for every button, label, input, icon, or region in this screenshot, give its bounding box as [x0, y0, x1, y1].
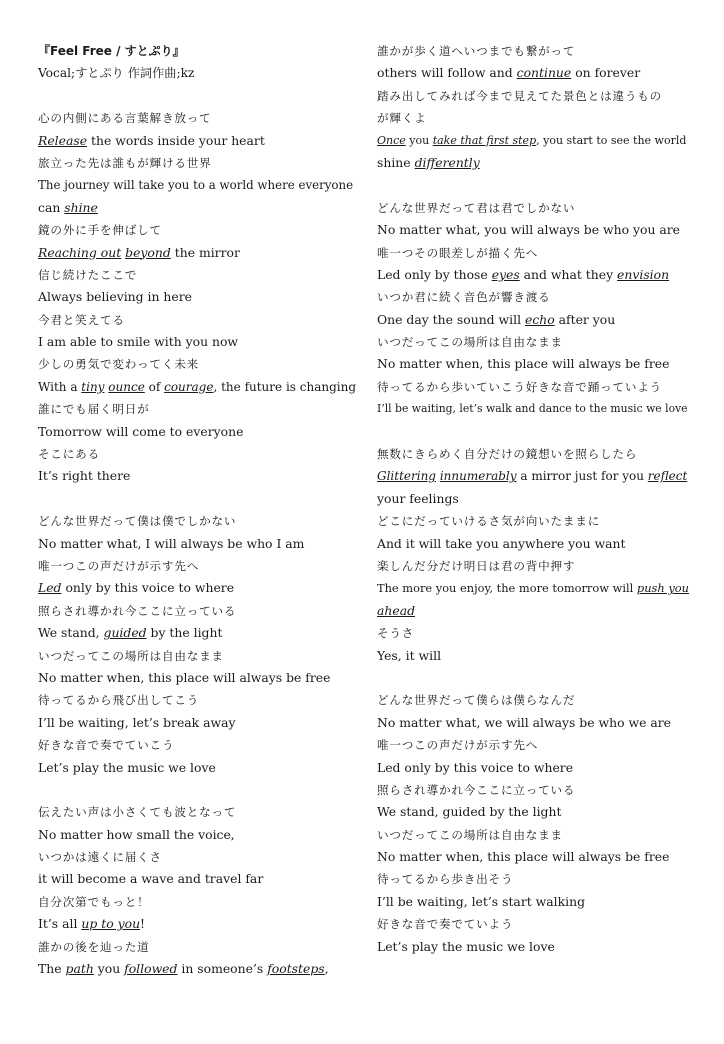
lyric-en: No matter when, this place will always be free: [377, 849, 670, 865]
lyric-en: Glittering innumerably a mirror just for you reflect: [377, 469, 688, 484]
lyric-en: One day the sound will echo after you: [377, 311, 616, 327]
lyric-jp: 待ってるから歩き出そう: [377, 872, 514, 887]
underlined-word: envision: [617, 266, 670, 282]
underlined-word: followed: [124, 961, 178, 977]
underlined-word: innumerably: [439, 469, 517, 484]
lyric-en: Once you take that first step, you start to see the world: [377, 133, 687, 147]
lyric-jp: 誰かが歩く道へいつまでも繋がって: [377, 44, 576, 58]
underlined-word: push you: [636, 581, 689, 596]
stanza-gap: [38, 488, 358, 510]
underlined-word: path: [65, 961, 94, 977]
underlined-word: footsteps: [267, 961, 325, 977]
stanza-gap: [377, 174, 691, 196]
underlined-word: continue: [516, 65, 572, 81]
lyric-en: The journey will take you to a world where everyone: [38, 178, 354, 193]
lyric-en: it will become a wave and travel far: [38, 871, 264, 887]
lyric-jp: いつかは遠くに届くさ: [38, 850, 162, 865]
lyric-en: your feelings: [377, 490, 459, 506]
lyric-en: I am able to smile with you now: [38, 334, 239, 350]
underlined-word: ahead: [377, 602, 416, 618]
lyric-jp: いつだってこの場所は自由なまま: [38, 648, 224, 663]
lyric-en: Led only by those eyes and what they envision: [377, 266, 670, 282]
lyric-jp: 自分次第でもっと！: [38, 894, 150, 909]
right-column: [377, 40, 691, 958]
lyric-en: others will follow and continue on forever: [377, 65, 641, 81]
lyric-jp: 好きな音で奏でていよう: [377, 917, 514, 932]
underlined-word: reflect: [647, 469, 688, 484]
lyric-en: With a tiny ounce of courage, the future is changing: [38, 379, 357, 394]
underlined-word: differently: [414, 154, 480, 170]
lyric-en: No matter how small the voice,: [38, 826, 235, 842]
lyric-jp: いつだってこの場所は自由なまま: [377, 335, 563, 350]
lyric-en: No matter what, I will always be who I am: [38, 535, 305, 551]
lyric-en: No matter when, this place will always be free: [377, 356, 670, 372]
stanza-gap: [38, 779, 358, 801]
underlined-word: beyond: [125, 244, 171, 260]
lyric-jp: いつか君に続く音色が響き渡る: [377, 290, 551, 305]
stanza-gap: [38, 85, 358, 107]
lyric-jp: 今君と笑えてる: [38, 312, 125, 327]
lyric-jp: 照らされ導かれ今ここに立っている: [377, 782, 576, 797]
lyric-en: The more you enjoy, the more tomorrow will push you: [377, 581, 689, 596]
lyric-en: It’s right there: [38, 468, 131, 484]
lyric-jp: 照らされ導かれ今ここに立っている: [38, 603, 237, 618]
lyric-jp: どこにだっていけるさ気が向いたままに: [377, 514, 601, 529]
underlined-word: Release: [38, 132, 88, 148]
lyric-en: I’ll be waiting, let’s walk and dance to the music we love: [377, 402, 688, 416]
underlined-word: ounce: [108, 379, 145, 394]
lyric-en: Yes, it will: [377, 647, 442, 663]
lyric-en: can shine: [38, 199, 98, 215]
lyric-jp: 鏡の外に手を伸ばして: [38, 223, 162, 238]
lyric-jp: 信じ続けたここで: [38, 267, 138, 282]
song-title: 『Feel Free / すとぷり』: [38, 44, 185, 58]
lyric-en: And it will take you anywhere you want: [377, 535, 626, 551]
lyric-jp: 無数にきらめく自分だけの鏡想いを照らしたら: [377, 447, 638, 462]
lyric-en: I’ll be waiting, let’s start walking: [377, 893, 586, 909]
lyric-en: shine differently: [377, 154, 480, 170]
lyric-en: Tomorrow will come to everyone: [38, 423, 244, 439]
left-column: [38, 40, 358, 980]
lyric-en: I’ll be waiting, let’s break away: [38, 714, 236, 730]
lyric-en: Let’s play the music we love: [38, 759, 216, 775]
lyric-jp: 待ってるから歩いていこう好きな音で踊っていよう: [377, 379, 663, 394]
lyric-jp: 誰かの後を辿った道: [38, 939, 150, 954]
lyric-en: [377, 600, 691, 622]
underlined-word: shine: [64, 199, 98, 215]
lyric-jp: いつだってこの場所は自由なまま: [377, 827, 563, 842]
lyric-en: We stand, guided by the light: [377, 804, 562, 820]
lyric-en: No matter when, this place will always be free: [38, 669, 331, 685]
lyric-jp: そこにある: [38, 447, 100, 462]
lyric-jp: 少しの勇気で変わってく未来: [38, 357, 200, 372]
lyric-en: It’s all up to you!: [38, 916, 146, 932]
lyric-jp: 待ってるから飛び出してこう: [38, 693, 200, 708]
lyric-jp: 誰にでも届く明日が: [38, 402, 150, 417]
underlined-word: guided: [103, 625, 147, 641]
lyric-en: Led only by this voice to where: [377, 759, 574, 775]
song-credit: Vocal;すとぷり 作詞作曲;kz: [38, 66, 195, 81]
underlined-word: tiny: [81, 379, 105, 394]
lyric-jp: 唯一つこの声だけが示す先へ: [377, 738, 539, 753]
lyric-jp: そうさ: [377, 626, 415, 641]
lyric-en: We stand, guided by the light: [38, 625, 223, 641]
lyric-jp: 楽しんだ分だけ明日は君の背中押す: [377, 558, 576, 573]
lyric-jp: 伝えたい声は小さくても波となって: [38, 805, 237, 820]
underlined-word: eyes: [491, 266, 520, 282]
lyric-jp: 踏み出してみれば今まで見えてた景色とは違うもの: [377, 88, 663, 103]
lyric-en: No matter what, you will always be who you are: [377, 222, 681, 238]
lyric-en: Led only by this voice to where: [38, 580, 235, 596]
lyric-jp: どんな世界だって僕らは僕らなんだ: [377, 693, 576, 708]
lyric-jp: 好きな音で奏でていこう: [38, 738, 175, 753]
lyric-jp: 旅立った先は誰もが輝ける世界: [38, 155, 212, 170]
lyric-en: Release the words inside your heart: [38, 132, 265, 148]
stanza-gap: [377, 667, 691, 689]
lyric-jp: 唯一つその眼差しが描く先へ: [377, 245, 539, 260]
lyric-en: Always believing in here: [38, 289, 192, 305]
lyric-jp: が輝くよ: [377, 111, 427, 126]
lyric-jp: 心の内側にある言葉解き放って: [38, 111, 212, 126]
lyric-en: Reaching out beyond the mirror: [38, 244, 240, 260]
underlined-word: echo: [524, 311, 555, 327]
stanza-gap: [377, 421, 691, 443]
underlined-word: take that first step: [432, 133, 537, 147]
lyric-en: Let’s play the music we love: [377, 938, 555, 954]
underlined-word: courage: [164, 379, 214, 394]
lyric-en: The path you followed in someone’s footsteps,: [38, 961, 329, 977]
underlined-word: Glittering: [377, 469, 436, 484]
lyric-jp: 唯一つこの声だけが示す先へ: [38, 558, 200, 573]
lyric-en: No matter what, we will always be who we are: [377, 714, 672, 730]
lyric-jp: どんな世界だって君は君でしかない: [377, 200, 576, 215]
underlined-word: Once: [377, 133, 406, 147]
lyric-jp: どんな世界だって僕は僕でしかない: [38, 514, 237, 529]
underlined-word: up to you: [81, 916, 141, 932]
underlined-word: Led: [38, 580, 62, 596]
underlined-word: Reaching out: [38, 244, 122, 260]
